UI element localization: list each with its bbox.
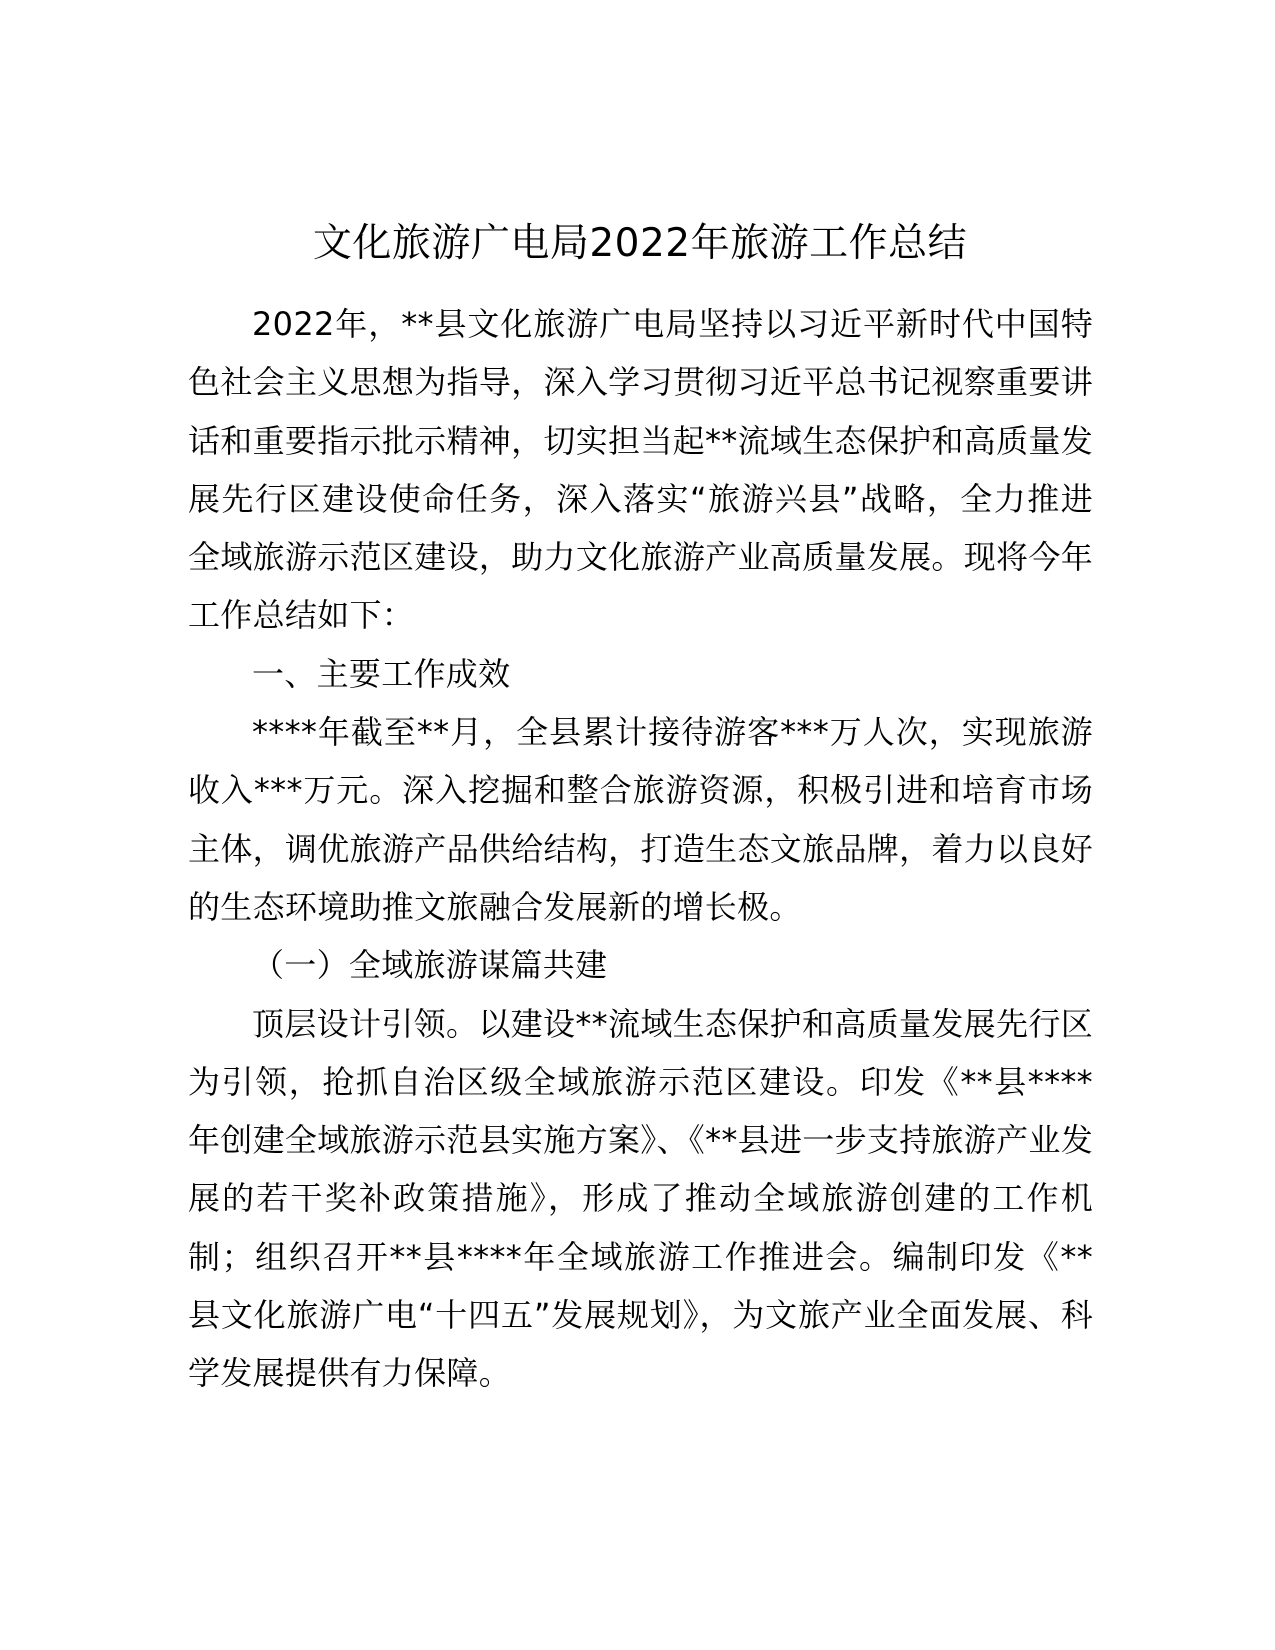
- subsection-heading-all-region-tourism: （一）全域旅游谋篇共建: [252, 946, 608, 985]
- achievements-paragraph: ****年截至**月，全县累计接待游客***万人次，实现旅游收入***万元。深入挖掘和整合旅游资源，积极引进和培育市场主体，调优旅游产品供给结构，打造生态文旅品牌，着力以良好的生态环境助推文旅融合发展新的增长极。: [188, 713, 1093, 926]
- document-body: [188, 295, 1093, 1403]
- intro-paragraph: 2022年，**县文化旅游广电局坚持以习近平新时代中国特色社会主义思想为指导，深入学习贯彻习近平总书记视察重要讲话和重要指示批示精神，切实担当起**流域生态保护和高质量发展先行区建设使命任务，深入落实“旅游兴县”战略，全力推进全域旅游示范区建设，助力文化旅游产业高质量发展。现将今年工作总结如下：: [188, 305, 1093, 635]
- top-level-design-paragraph: 顶层设计引领。以建设**流域生态保护和高质量发展先行区为引领，抢抓自治区级全域旅游示范区建设。印发《**县****年创建全域旅游示范县实施方案》、《**县进一步支持旅游产业发展的若干奖补政策措施》，形成了推动全域旅游创建的工作机制；组织召开**县****年全域旅游工作推进会。编制印发《**县文化旅游广电“十四五”发展规划》，为文旅产业全面发展、科学发展提供有力保障。: [188, 1004, 1094, 1393]
- document-title: 文化旅游广电局2022年旅游工作总结: [312, 221, 968, 266]
- section-heading-main-achievements: 一、主要工作成效: [252, 654, 511, 693]
